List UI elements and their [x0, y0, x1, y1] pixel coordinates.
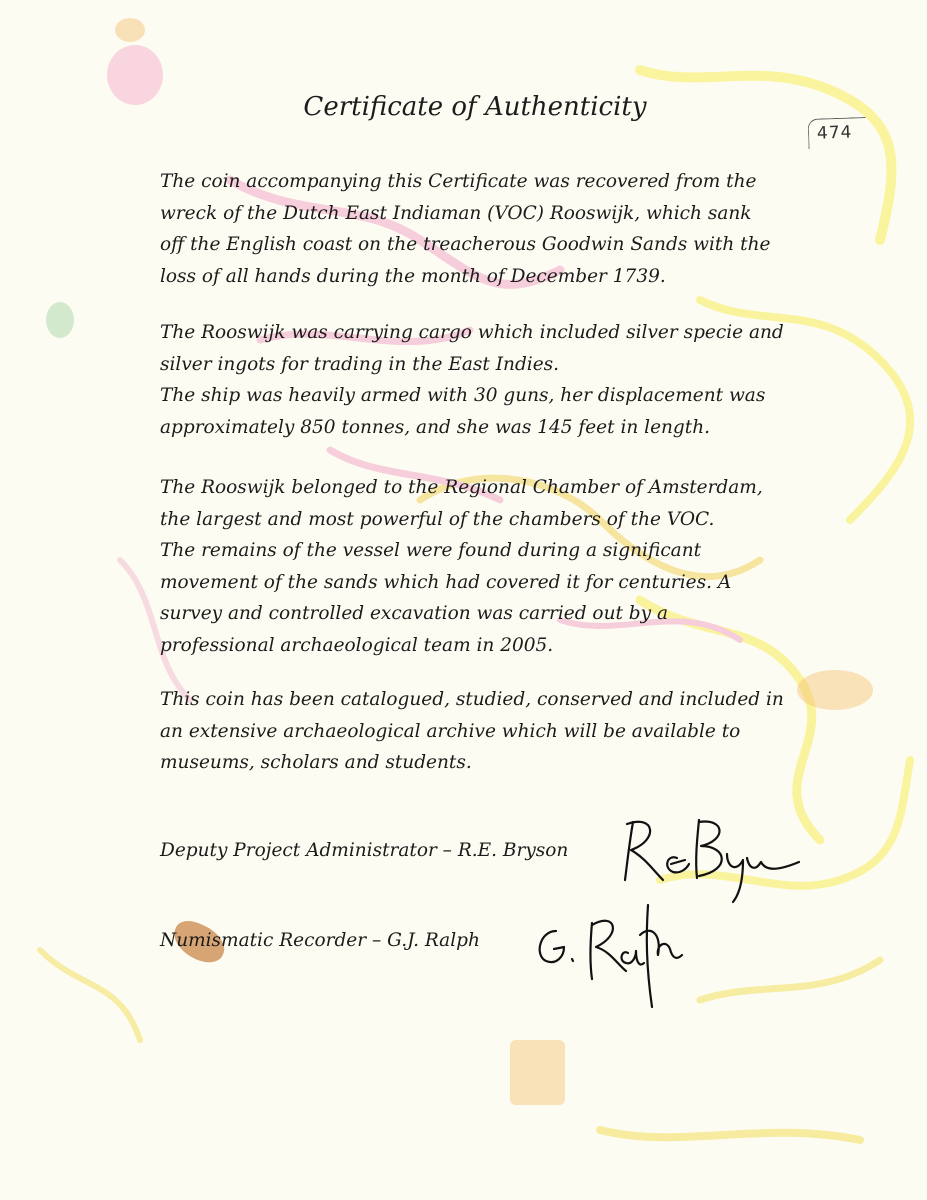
paragraph-recovery [160, 166, 810, 292]
reference-number: 474 [807, 117, 866, 149]
signatory-line-recorder: Numismatic Recorder – G.J. Ralph [160, 930, 480, 951]
paragraph-archive [160, 684, 810, 779]
text-line: survey and controlled excavation was carried out by a [160, 603, 669, 624]
text-line: museums, scholars and students. [160, 752, 472, 773]
text-line: professional archaeological team in 2005. [160, 634, 554, 656]
text-line: off the English coast on the treacherous Goodwin Sands with the [160, 234, 771, 255]
text-line: the largest and most powerful of the chambers of the VOC. [160, 508, 715, 530]
text-line: The coin accompanying this Certificate was recovered from the [160, 171, 757, 192]
text-line: The Rooswijk was carrying cargo which included silver specie and [160, 322, 784, 343]
text-line: an extensive archaeological archive which will be available to [160, 720, 741, 742]
text-line: approximately 850 tonnes, and she was 145 feet in length. [160, 416, 711, 438]
text-line: movement of the sands which had covered it for centuries. A [160, 571, 732, 593]
text-line: This coin has been catalogued, studied, conserved and included in [160, 689, 784, 710]
signatory-line-administrator: Deputy Project Administrator – R.E. Bryson [160, 840, 569, 861]
text-line: loss of all hands during the month of December 1739. [160, 265, 666, 287]
certificate-title: Certificate of Authenticity [303, 92, 647, 122]
paragraph-cargo [160, 317, 810, 443]
text-line: The remains of the vessel were found during a significant [160, 540, 702, 561]
text-line: silver ingots for trading in the East Indies. [160, 353, 560, 375]
paragraph-history [160, 472, 810, 661]
text-line: The Rooswijk belonged to the Regional Chamber of Amsterdam, [160, 477, 763, 498]
text-line: wreck of the Dutch East Indiaman (VOC) Rooswijk, which sank [160, 202, 752, 224]
text-line: The ship was heavily armed with 30 guns, her displacement was [160, 385, 766, 406]
signature-ralph [530, 895, 700, 1015]
